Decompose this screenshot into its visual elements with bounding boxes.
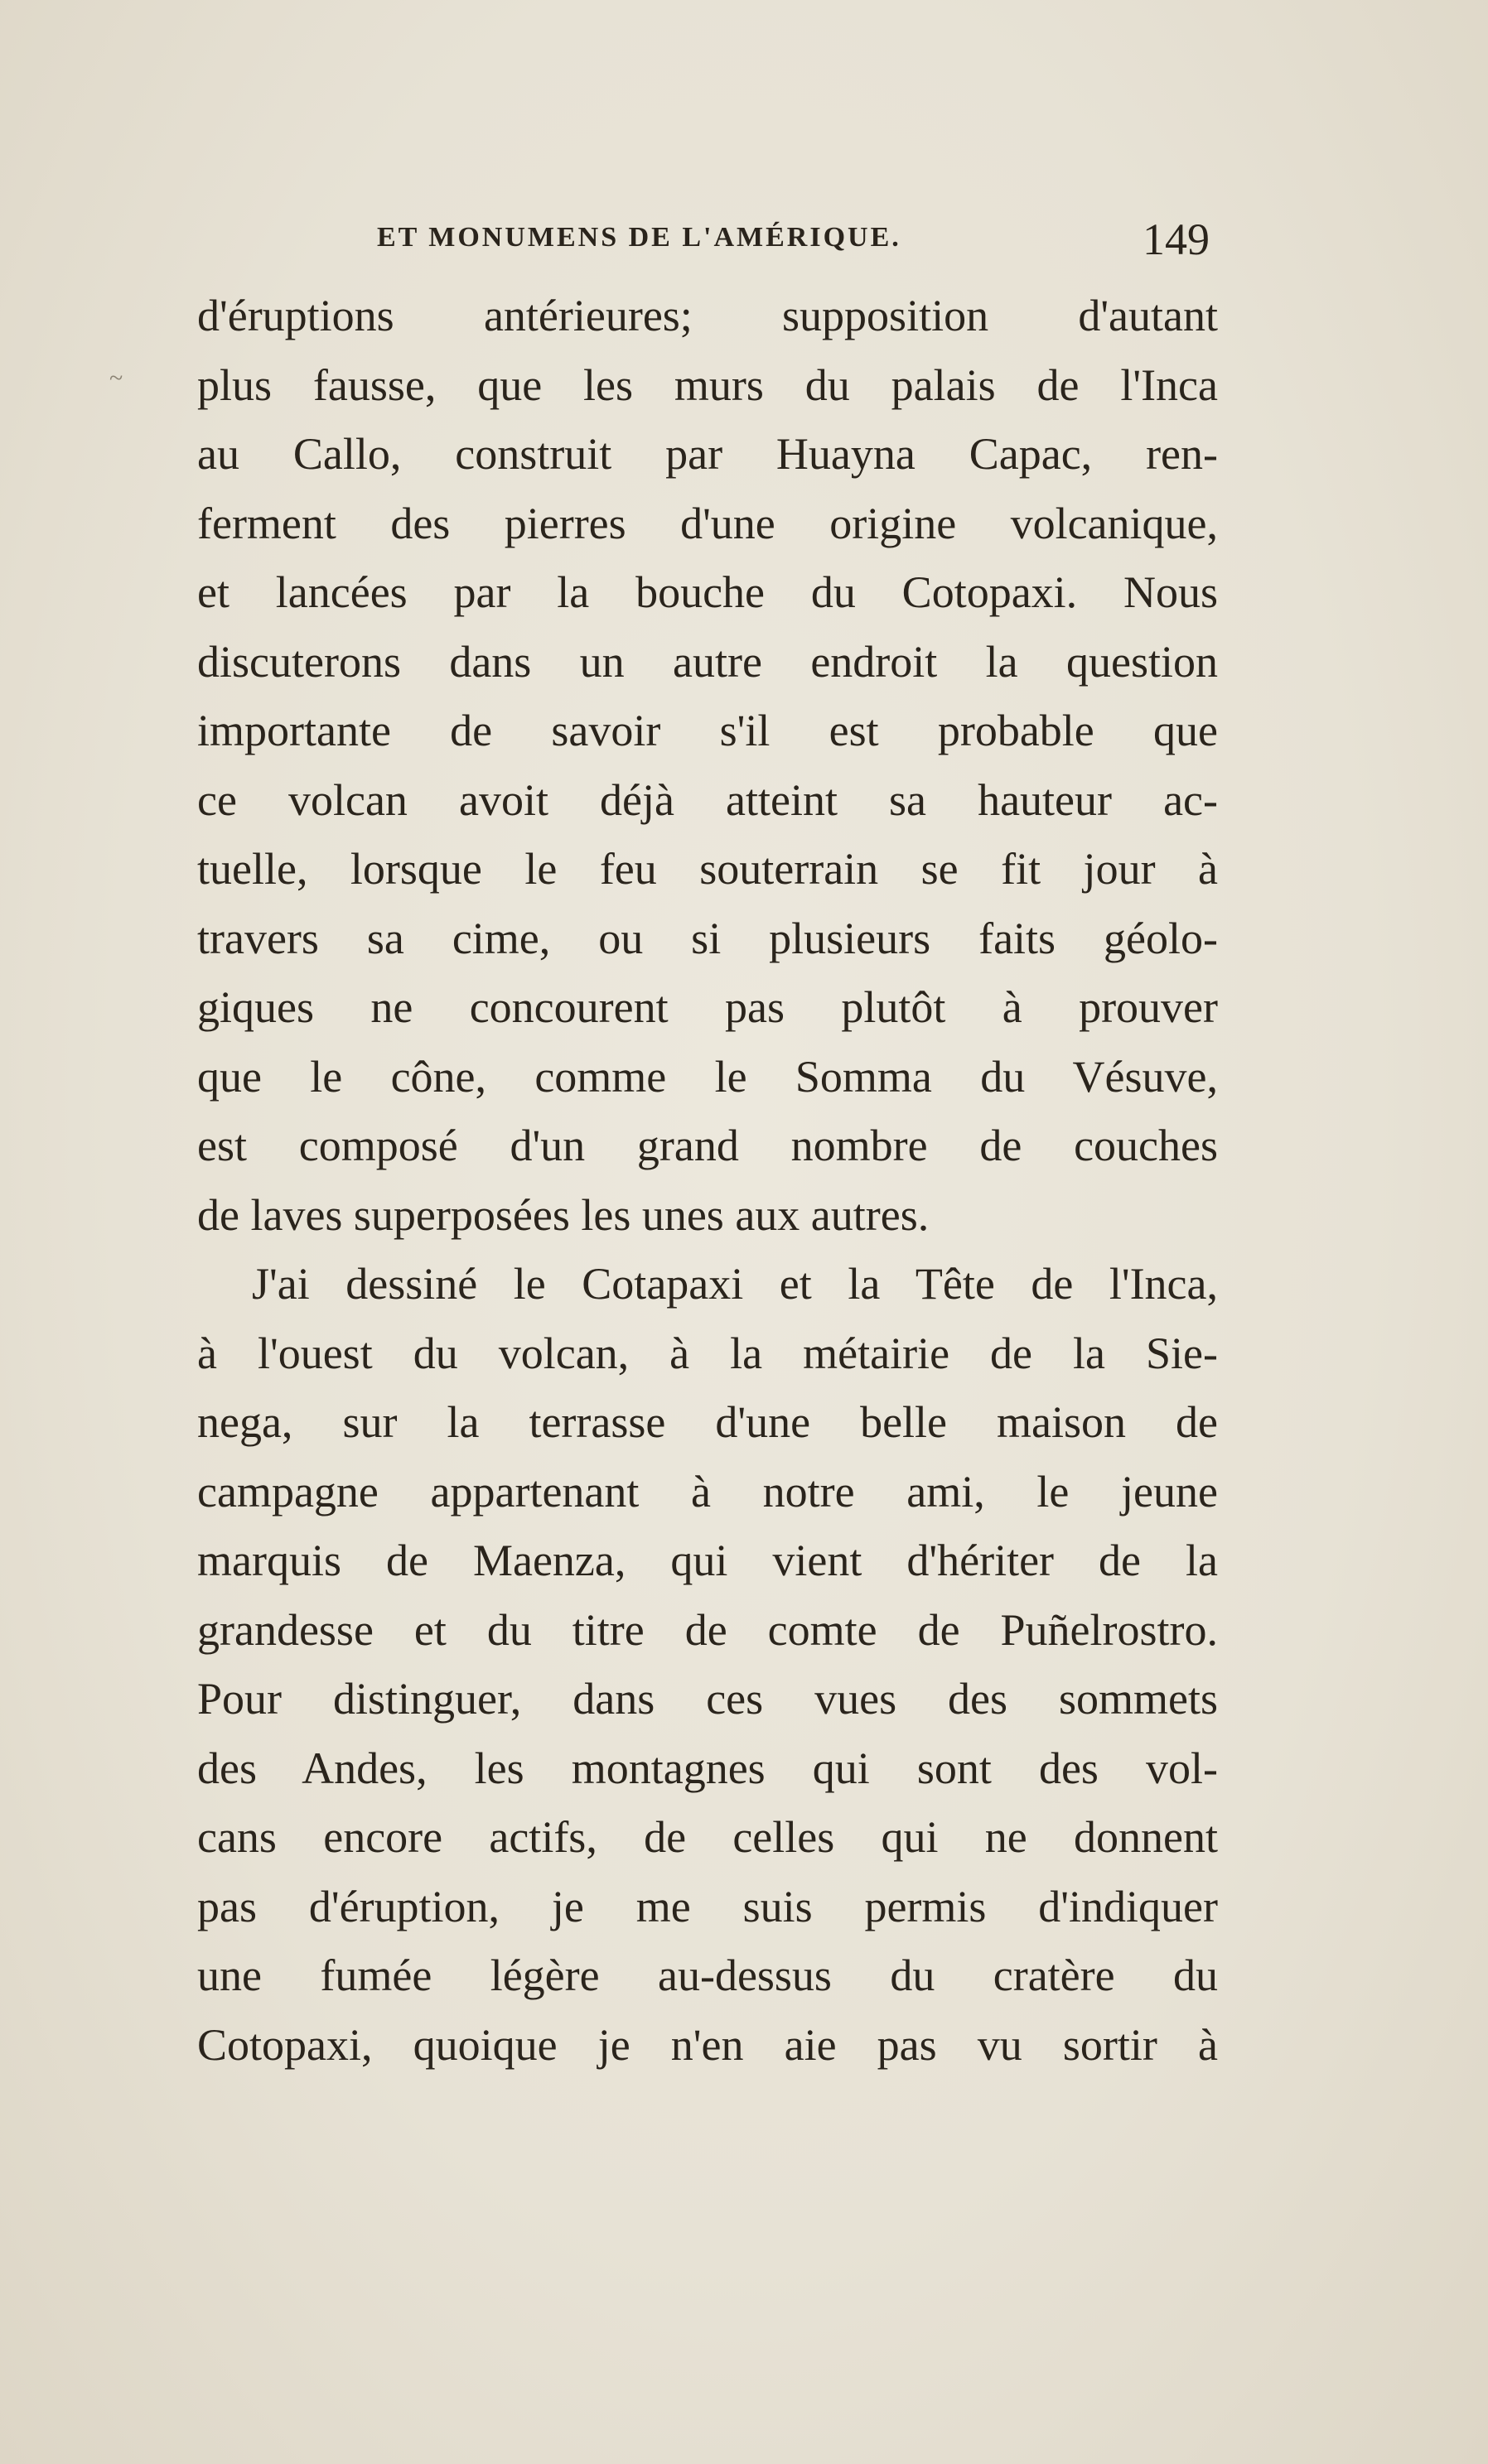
running-title: ET MONUMENS DE L'AMÉRIQUE. bbox=[377, 222, 901, 253]
body-text bbox=[197, 282, 1218, 2080]
text-line: giques ne concourent pas plutôt à prouver bbox=[197, 982, 1218, 1032]
text-line: pas d'éruption, je me suis permis d'indiquer bbox=[197, 1881, 1218, 1931]
text-line: ce volcan avoit déjà atteint sa hauteur ac- bbox=[197, 774, 1218, 825]
text-line: ferment des pierres d'une origine volcanique, bbox=[197, 498, 1218, 548]
text-line: travers sa cime, ou si plusieurs faits géolo- bbox=[197, 913, 1218, 963]
text-line: importante de savoir s'il est probable que bbox=[197, 706, 1218, 755]
text-line: J'ai dessiné le Cotapaxi et la Tête de l'Inca, bbox=[252, 1259, 1218, 1309]
text-line: plus fausse, que les murs du palais de l'Inca bbox=[197, 359, 1218, 410]
text-line: de laves superposées les unes aux autres. bbox=[197, 1189, 930, 1240]
text-line: est composé d'un grand nombre de couches bbox=[197, 1121, 1218, 1170]
text-line: tuelle, lorsque le feu souterrain se fit jour à bbox=[197, 844, 1218, 894]
text-line: marquis de Maenza, qui vient d'hériter de la bbox=[197, 1536, 1218, 1585]
text-line: d'éruptions antérieures; supposition d'autant bbox=[197, 291, 1218, 340]
text-line: Cotopaxi, quoique je n'en aie pas vu sortir à bbox=[197, 2019, 1218, 2070]
margin-mark: ~ bbox=[109, 364, 123, 392]
text-line: nega, sur la terrasse d'une belle maison de bbox=[197, 1397, 1218, 1447]
page-number: 149 bbox=[1143, 215, 1210, 264]
text-line: au Callo, construit par Huayna Capac, ren- bbox=[197, 429, 1218, 479]
text-line: cans encore actifs, de celles qui ne donnent bbox=[197, 1812, 1218, 1862]
text-line: grandesse et du titre de comte de Puñelrostro. bbox=[197, 1604, 1218, 1655]
text-line: à l'ouest du volcan, à la métairie de la Sie- bbox=[197, 1328, 1218, 1378]
text-line: campagne appartenant à notre ami, le jeune bbox=[197, 1466, 1218, 1516]
text-line: Pour distinguer, dans ces vues des sommets bbox=[197, 1674, 1218, 1724]
text-line: une fumée légère au-dessus du cratère du bbox=[197, 1950, 1218, 2000]
text-line: et lancées par la bouche du Cotopaxi. Nous bbox=[197, 567, 1218, 617]
text-line: des Andes, les montagnes qui sont des vol- bbox=[197, 1743, 1218, 1793]
text-line: que le cône, comme le Somma du Vésuve, bbox=[197, 1051, 1218, 1102]
running-head bbox=[377, 214, 1210, 263]
text-line: discuterons dans un autre endroit la question bbox=[197, 636, 1218, 687]
